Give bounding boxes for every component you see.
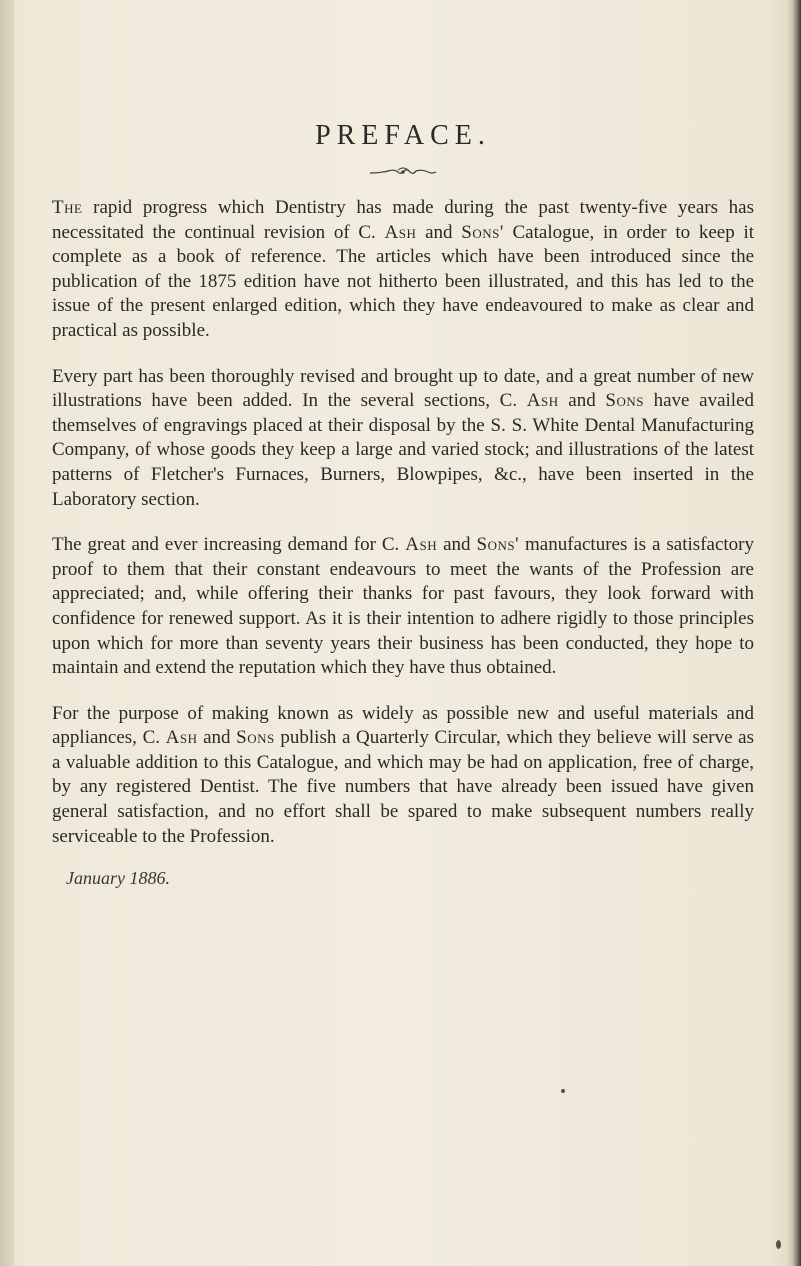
preface-title: PREFACE. [315, 120, 491, 151]
ornament-flourish-icon [368, 166, 438, 178]
paragraph-text: and [437, 534, 477, 556]
paragraph-text: and [416, 221, 462, 243]
paragraph-text: rapid progress which Dentistry has made during the past twenty-five years has necessitated the continual revision of C. [52, 197, 754, 243]
paragraph-text: manufactures is a satisfactory proof to them that their constant endeavours to meet the wants of the Profession are appreciated; and, while offering their thanks for past favours, they look forward with confidence for renewed support. As it is their intention to adhere rigidly to those principles upon which for more than seventy years their business has been conducted, they hope to maintain and extend the reputation which they have thus obtained. [52, 534, 754, 679]
preface-page [52, 120, 754, 889]
preface-date: January 1886. [66, 868, 170, 889]
ink-speck [776, 1240, 781, 1249]
paragraph-text: For the purpose of making known as widely as possible new and useful materials and appliances, C. [52, 702, 754, 749]
firm-name: Ash [384, 221, 417, 243]
firm-name: Sons [605, 390, 644, 412]
paragraph-lead-word: The [52, 197, 83, 218]
firm-name: Sons' [461, 221, 504, 243]
preface-paragraph [52, 365, 754, 513]
firm-name: Sons [236, 727, 275, 749]
paragraph-text: have availed themselves of engravings placed at their disposal by the S. S. White Dental Manufacturing Company, of whose goods they keep a large and varied stock; and illustrations of the latest patterns of Fletcher's Furnaces, Burners, Blowpipes, &c., have been inserted in the Laboratory section. [52, 390, 755, 510]
firm-name: Ash [165, 727, 198, 749]
preface-body [52, 196, 754, 849]
page-right-edge [785, 0, 801, 1266]
firm-name: Ash [526, 390, 559, 412]
paragraph-text: Every part has been thoroughly revised and brought up to date, and a great number of new illustrations have been added. In the several sections, C. [52, 365, 754, 412]
page-left-edge [0, 0, 14, 1266]
paragraph-text: and [558, 390, 606, 412]
paragraph-text: Catalogue, in order to keep it complete as a book of reference. The articles which have been introduced since the publication of the 1875 edition have not hitherto been illustrated, and this has led to the issue of the present enlarged edition, which they have endeavoured to make as clear and practical as possible. [52, 221, 754, 341]
paragraph-text: and [197, 727, 237, 749]
paragraph-text: The great and ever increasing demand for C. [52, 534, 406, 556]
preface-paragraph [52, 196, 754, 344]
firm-name: Ash [405, 534, 438, 556]
preface-paragraph [52, 533, 754, 681]
ink-speck [561, 1089, 565, 1093]
firm-name: Sons' [476, 534, 520, 556]
preface-paragraph [52, 702, 754, 850]
paragraph-text: publish a Quarterly Circular, which they believe will serve as a valuable addition to this Catalogue, and which may be had on application, free of charge, by any registered Dentist. The five numbers that have already been issued have given general satisfaction, and no effort shall be spared to make subsequent numbers really serviceable to the Profession. [52, 727, 754, 847]
